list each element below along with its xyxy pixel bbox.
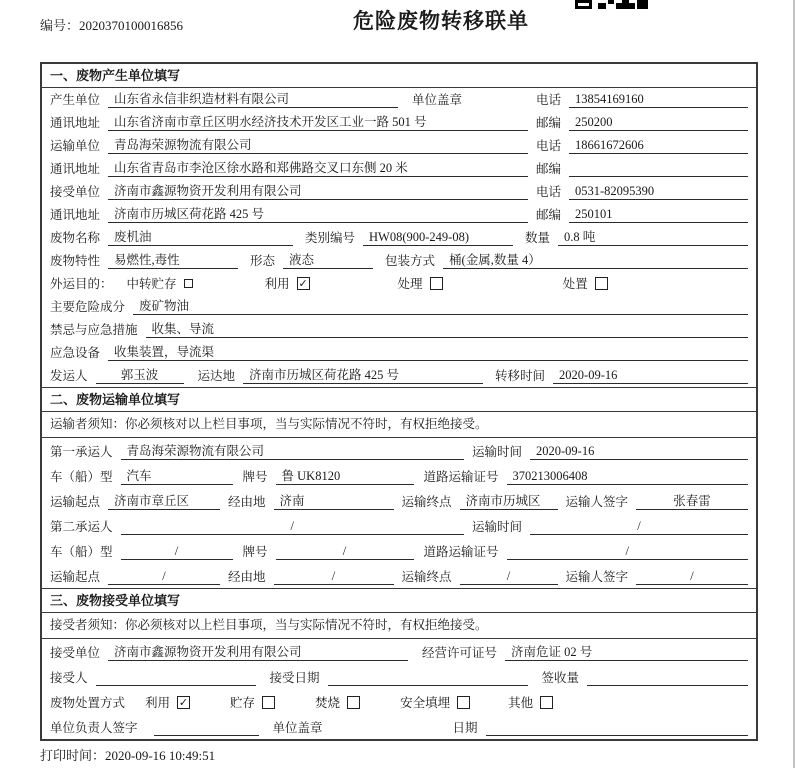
transport-time-group [472, 442, 748, 460]
unit-seal-label: 单位盖章 [272, 721, 323, 735]
date-value [486, 720, 748, 736]
transfer-form-table [40, 62, 758, 741]
receiver-address-value: 济南市历城区荷花路 425 号 [108, 204, 528, 223]
via-value: 济南 [274, 491, 394, 510]
row-producer [42, 88, 756, 111]
row-taboo-measures [42, 318, 756, 341]
producer-zip-group [536, 113, 748, 131]
checkbox-box [457, 696, 470, 709]
producer-phone-group [536, 90, 748, 108]
plate-value: 鲁 UK8120 [276, 466, 414, 485]
waste-name-label: 废物名称 [50, 231, 101, 245]
equipment-label: 应急设备 [50, 346, 101, 360]
category-label: 类别编号 [305, 231, 356, 245]
row-disposal-method [42, 689, 756, 714]
qr-block [622, 0, 629, 3]
date-label: 日期 [452, 721, 478, 735]
destination-value: 济南市历城区荷花路 425 号 [243, 365, 483, 384]
producer-value: 山东省永信非织造材料有限公司 [108, 89, 398, 108]
shipper-value: 郭玉波 [96, 365, 184, 384]
transporter-phone-group [536, 136, 748, 154]
endpoint-value: 济南市历城区 [460, 491, 558, 510]
acceptor-label: 接受人 [50, 671, 88, 685]
transporter-sign-value: 张春雷 [636, 491, 748, 510]
via-label: 经由地 [228, 570, 266, 584]
via-label: 经由地 [228, 495, 266, 509]
license-value: 济南危证 02 号 [505, 642, 748, 661]
form-label: 形态 [250, 254, 276, 268]
checkbox-label: 中转贮存 [126, 277, 177, 291]
plate-label: 牌号 [242, 470, 268, 484]
taboo-value: 收集、导流 [146, 319, 748, 338]
checkbox-label: 利用 [145, 696, 171, 710]
packing-value: 桶(金属,数量 4） [443, 250, 748, 269]
road-permit-value: 370213006408 [507, 469, 748, 485]
checkbox-label: 利用 [264, 277, 290, 291]
transporter-value: 青岛海荣源物流有限公司 [108, 135, 528, 154]
accept-unit-value: 济南市鑫源物资开发利用有限公司 [108, 642, 408, 661]
via-value-2: / [274, 569, 394, 585]
checkbox-box [430, 277, 443, 290]
quantity-value: 0.8 吨 [558, 227, 748, 246]
receiver-zip-group [536, 205, 748, 223]
page-title: 危险废物转移联单 [353, 10, 529, 33]
serial-value: 2020370100016856 [79, 18, 184, 33]
transport-time-label: 运输时间 [472, 520, 523, 534]
plate-value-2: / [276, 544, 414, 560]
endpoint-label: 运输终点 [401, 570, 452, 584]
form-value: 液态 [283, 250, 373, 269]
transporter-label: 运输单位 [50, 139, 101, 153]
destination-label: 运达地 [197, 369, 236, 383]
road-permit-label: 道路运输证号 [423, 545, 499, 559]
checkbox-item-utilize [265, 274, 310, 292]
road-permit-value-2: / [507, 544, 748, 560]
character-label: 废物特性 [50, 254, 101, 268]
transport-time-value-2: / [530, 519, 748, 535]
serial-label: 编号： [40, 18, 80, 33]
second-carrier-value: / [121, 519, 464, 535]
transporter-sign-value-2: / [636, 569, 748, 585]
row-responsible-signature [42, 714, 756, 739]
responsible-sign-label: 单位负责人签字 [50, 721, 138, 735]
vehicle-type-label: 车（船）型 [50, 545, 113, 559]
checkbox-label: 安全填埋 [400, 696, 451, 710]
transporter-address-value: 山东省青岛市李沧区徐水路和郑佛路交叉口东侧 20 米 [108, 158, 528, 177]
transporter-sign-label: 运输人签字 [565, 570, 629, 584]
checkbox-box [184, 279, 193, 288]
checkbox-label: 处理 [397, 277, 423, 291]
section1-heading: 一、废物产生单位填写 [42, 64, 756, 88]
license-label: 经营许可证号 [422, 646, 498, 660]
plate-label: 牌号 [242, 545, 268, 559]
waste-name-value: 废机油 [108, 227, 293, 246]
checkbox-box [540, 696, 553, 709]
transfer-time-label: 转移时间 [495, 369, 546, 383]
row-accept-unit [42, 639, 756, 664]
row-acceptor [42, 664, 756, 689]
phone-label: 电话 [536, 185, 562, 199]
producer-address-value: 山东省济南市章丘区明水经济技术开发区工业一路 501 号 [108, 112, 528, 131]
transport-time-group-2 [472, 517, 748, 535]
section3-heading: 三、废物接受单位填写 [42, 588, 756, 613]
accept-unit-label: 接受单位 [50, 646, 101, 660]
checkbox-label: 贮存 [230, 696, 256, 710]
checkbox-label: 其他 [508, 696, 534, 710]
checkbox-box [262, 696, 275, 709]
checkbox-box: ✓ [178, 695, 189, 709]
checkbox-item-incinerate [315, 693, 360, 711]
transporter-zip-value [569, 161, 748, 177]
hazard-value: 废矿物油 [133, 296, 748, 315]
receiver-phone-value: 0531-82095390 [569, 184, 748, 200]
vehicle-type-value: 汽车 [121, 466, 233, 485]
transfer-time-value: 2020-09-16 [553, 368, 748, 384]
endpoint-value-2: / [460, 569, 558, 585]
row-first-carrier [42, 438, 756, 463]
checkbox-label: 处置 [562, 277, 588, 291]
row-transport-purpose [42, 272, 756, 295]
producer-label: 产生单位 [50, 93, 101, 107]
transporter-phone-value: 18661672606 [569, 138, 748, 154]
section2-notice: 运输者须知：你必须核对以上栏目事项，当与实际情况不符时，有权拒绝接受。 [42, 412, 756, 438]
acceptor-value [96, 670, 256, 686]
vehicle-type-value-2: / [121, 544, 233, 560]
receiver-value: 济南市鑫源物资开发利用有限公司 [108, 181, 528, 200]
endpoint-label: 运输终点 [401, 495, 452, 509]
second-carrier-label: 第二承运人 [50, 520, 113, 534]
qr-block [608, 0, 614, 4]
origin-value: 济南市章丘区 [108, 491, 220, 510]
row-receiver-address [42, 203, 756, 226]
row-waste-name [42, 226, 756, 249]
packing-label: 包装方式 [385, 254, 436, 268]
signed-quantity-value [587, 670, 748, 686]
row-vehicle-2 [42, 538, 756, 563]
equipment-value: 收集装置，导流渠 [108, 342, 748, 361]
row-route-2 [42, 563, 756, 588]
receiver-label: 接受单位 [50, 185, 101, 199]
row-waste-character [42, 249, 756, 272]
phone-label: 电话 [536, 139, 562, 153]
zip-label: 邮编 [536, 116, 562, 130]
checkbox-item-store [230, 693, 275, 711]
section2-heading: 二、废物运输单位填写 [42, 387, 756, 412]
checkbox-item-utilize [145, 693, 190, 711]
row-producer-address [42, 111, 756, 134]
qr-block [575, 0, 592, 9]
qr-block [598, 3, 606, 9]
qr-code-fragment [575, 0, 655, 9]
first-carrier-label: 第一承运人 [50, 445, 113, 459]
origin-label: 运输起点 [50, 495, 101, 509]
row-route-1 [42, 488, 756, 513]
row-transporter-address [42, 157, 756, 180]
quantity-label: 数量 [525, 231, 551, 245]
accept-date-value [328, 670, 528, 686]
accept-date-label: 接受日期 [269, 671, 320, 685]
hazard-label: 主要危险成分 [50, 300, 126, 314]
producer-zip-value: 250200 [569, 115, 748, 131]
checkbox-box [347, 696, 360, 709]
checkbox-item-treat [398, 274, 443, 292]
checkbox-item-other [508, 693, 553, 711]
window-right-edge [793, 0, 795, 768]
receiver-zip-value: 250101 [569, 207, 748, 223]
vehicle-type-label: 车（船）型 [50, 470, 113, 484]
qr-block [637, 0, 648, 9]
phone-label: 电话 [536, 93, 562, 107]
receiver-phone-group [536, 182, 748, 200]
origin-value-2: / [108, 569, 220, 585]
origin-label: 运输起点 [50, 570, 101, 584]
checkbox-item-dispose [563, 274, 608, 292]
first-carrier-value: 青岛海荣源物流有限公司 [121, 441, 464, 460]
transporter-sign-label: 运输人签字 [565, 495, 629, 509]
shipper-label: 发运人 [50, 369, 88, 383]
checkbox-item-transit-storage [127, 274, 193, 292]
disposal-method-label: 废物处置方式 [50, 696, 126, 710]
row-second-carrier [42, 513, 756, 538]
transport-time-label: 运输时间 [472, 445, 523, 459]
category-value: HW08(900-249-08) [363, 230, 513, 246]
checkbox-box: ✓ [298, 276, 308, 290]
responsible-sign-value [154, 720, 259, 736]
row-transporter [42, 134, 756, 157]
transporter-zip-group [536, 159, 748, 177]
section3-notice: 接受者须知：你必须核对以上栏目事项，当与实际情况不符时，有权拒绝接受。 [42, 613, 756, 639]
row-receiver [42, 180, 756, 203]
character-value: 易燃性,毒性 [108, 250, 238, 269]
qr-block [616, 3, 635, 9]
signed-quantity-label: 签收量 [541, 671, 580, 685]
unit-seal-label: 单位盖章 [412, 93, 463, 107]
row-vehicle-1 [42, 463, 756, 488]
checkbox-item-landfill [400, 693, 470, 711]
zip-label: 邮编 [536, 208, 562, 222]
road-permit-label: 道路运输证号 [423, 470, 499, 484]
address-label: 通讯地址 [50, 208, 101, 222]
producer-phone-value: 13854169160 [569, 92, 748, 108]
print-time: 打印时间：2020-09-16 10:49:51 [40, 748, 216, 763]
checkbox-label: 焚烧 [315, 696, 341, 710]
row-emergency-equipment [42, 341, 756, 364]
purpose-label: 外运目的： [50, 277, 113, 291]
zip-label: 邮编 [536, 162, 562, 176]
row-hazard-components [42, 295, 756, 318]
row-shipper [42, 364, 756, 387]
checkbox-box [595, 277, 608, 290]
transport-time-value: 2020-09-16 [530, 444, 748, 460]
address-label: 通讯地址 [50, 116, 101, 130]
taboo-label: 禁忌与应急措施 [50, 323, 138, 337]
address-label: 通讯地址 [50, 162, 101, 176]
